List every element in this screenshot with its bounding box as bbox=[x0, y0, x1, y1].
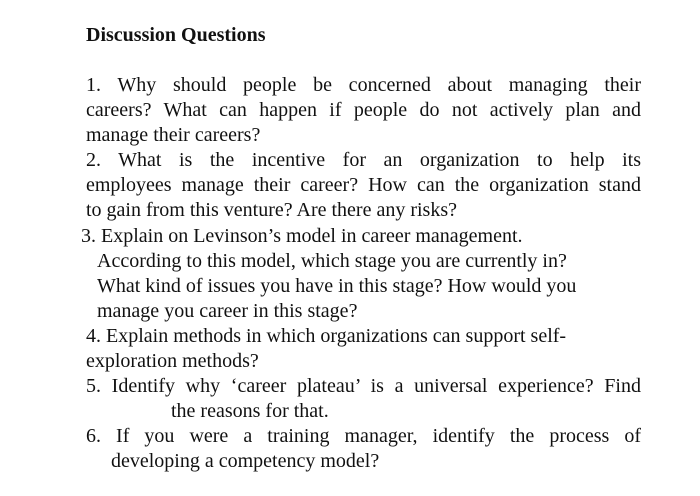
question-3-line-3: What kind of issues you have in this stage? How would you bbox=[97, 275, 577, 297]
question-1-line-2: careers? What can happen if people do not actively plan and bbox=[86, 99, 641, 121]
question-5-line-1: 5. Identify why ‘career plateau’ is a universal experience? Find bbox=[86, 375, 641, 397]
question-5-line-2: the reasons for that. bbox=[171, 400, 329, 422]
question-4-line-1: 4. Explain methods in which organizations can support self- bbox=[86, 325, 567, 347]
question-1-line-1: 1. Why should people be concerned about managing their bbox=[86, 74, 641, 96]
question-1-line-3: manage their careers? bbox=[86, 124, 261, 146]
question-3-line-2: According to this model, which stage you are currently in? bbox=[97, 250, 567, 272]
question-2-line-1: 2. What is the incentive for an organization to help its bbox=[86, 149, 641, 171]
question-3-line-4: manage you career in this stage? bbox=[97, 300, 358, 322]
question-6-line-2: developing a competency model? bbox=[111, 450, 380, 472]
page-title: Discussion Questions bbox=[86, 24, 266, 46]
question-4-line-2: exploration methods? bbox=[86, 350, 259, 372]
question-6-line-1: 6. If you were a training manager, identify the process of bbox=[86, 425, 641, 447]
question-2-line-2: employees manage their career? How can the organization stand bbox=[86, 174, 641, 196]
question-3-line-1: 3. Explain on Levinson’s model in career management. bbox=[81, 225, 523, 247]
question-2-line-3: to gain from this venture? Are there any risks? bbox=[86, 199, 457, 221]
